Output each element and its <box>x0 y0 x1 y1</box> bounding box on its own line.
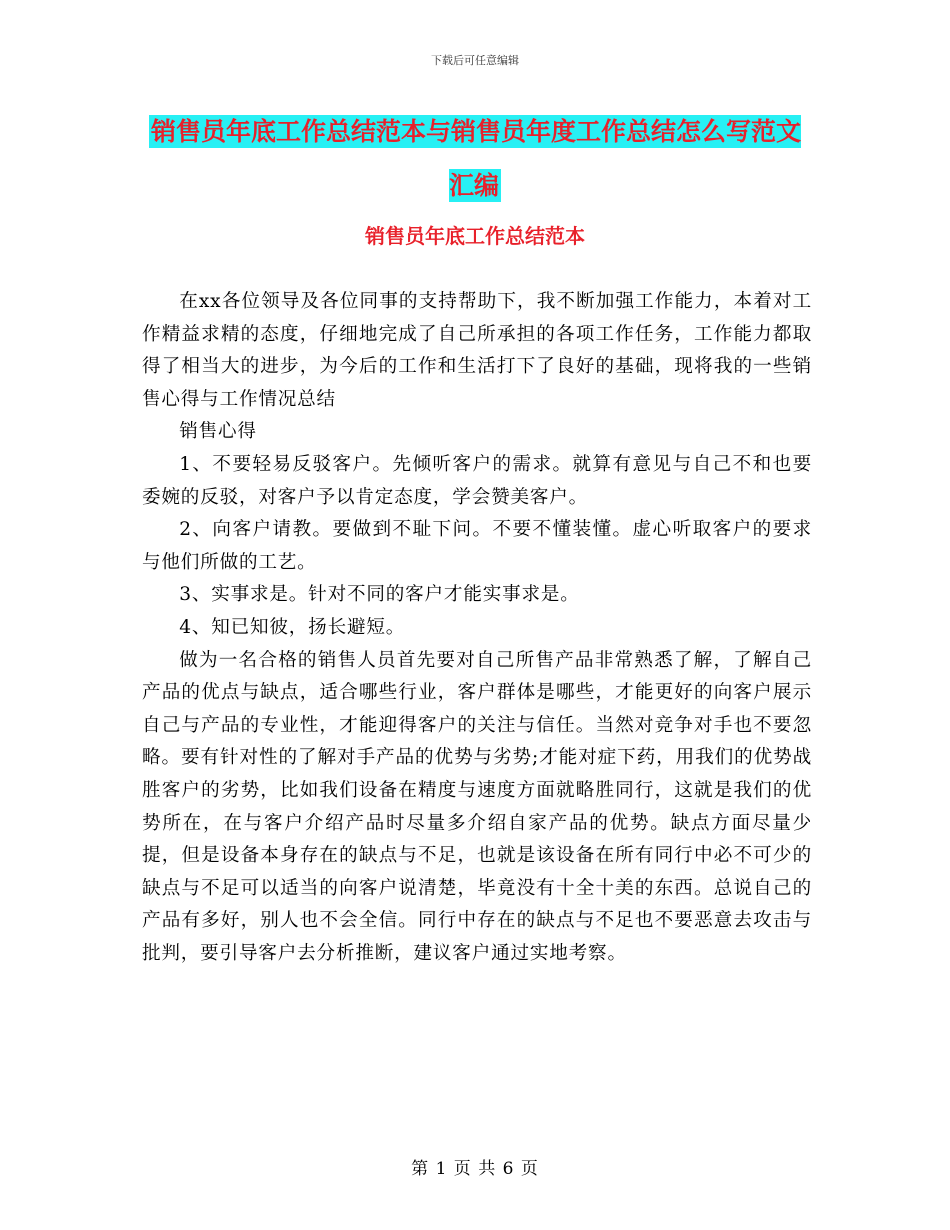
paragraph-product-knowledge: 做为一名合格的销售人员首先要对自己所售产品非常熟悉了解，了解自己产品的优点与缺点，适合哪些行业，客户群体是哪些，才能更好的向客户展示自己与产品的专业性，才能迎得客户的关注与信任。当然对竞争对手也不要忽略。要有针对性的了解对手产品的优势与劣势;才能对症下药，用我们的优势战胜客户的劣势，比如我们设备在精度与速度方面就略胜同行，这就是我们的优势所在，在与客户介绍产品时尽量多介绍自家产品的优势。缺点方面尽量少提，但是设备本身存在的缺点与不足，也就是该设备在所有同行中必不可少的缺点与不足可以适当的向客户说清楚，毕竟没有十全十美的东西。总说自己的产品有多好，别人也不会全信。同行中存在的缺点与不足也不要恶意去攻击与批判，要引导客户去分析推断，建议客户通过实地考察。 <box>142 649 812 964</box>
paragraph-tip-1: 1、不要轻易反驳客户。先倾听客户的需求。就算有意见与自己不和也要委婉的反驳，对客户予以肯定态度，学会赞美客户。 <box>142 453 812 508</box>
paragraph-intro: 在xx各位领导及各位同事的支持帮助下，我不断加强工作能力，本着对工作精益求精的态度，仔细地完成了自己所承担的各项工作任务，工作能力都取得了相当大的进步，为今后的工作和生活打下了良好的基础，现将我的一些销售心得与工作情况总结 <box>142 291 812 410</box>
paragraph-tip-4: 4、知已知彼，扬长避短。 <box>179 616 406 638</box>
document-title-text: 销售员年底工作总结范本与销售员年度工作总结怎么写范文汇编 <box>150 117 801 200</box>
page-number-footer: 第 1 页 共 6 页 <box>411 1159 539 1179</box>
document-body <box>142 286 812 970</box>
page-header-note: 下载后可任意编辑 <box>431 54 519 67</box>
document-title <box>140 105 810 213</box>
paragraph-tip-2: 2、向客户请教。要做到不耻下问。不要不懂装懂。虚心听取客户的要求与他们所做的工艺。 <box>142 519 812 573</box>
section-heading: 销售员年底工作总结范本 <box>365 224 585 248</box>
paragraph-tip-3: 3、实事求是。针对不同的客户才能实事求是。 <box>179 584 580 606</box>
paragraph-sales-tips-heading: 销售心得 <box>179 421 257 443</box>
